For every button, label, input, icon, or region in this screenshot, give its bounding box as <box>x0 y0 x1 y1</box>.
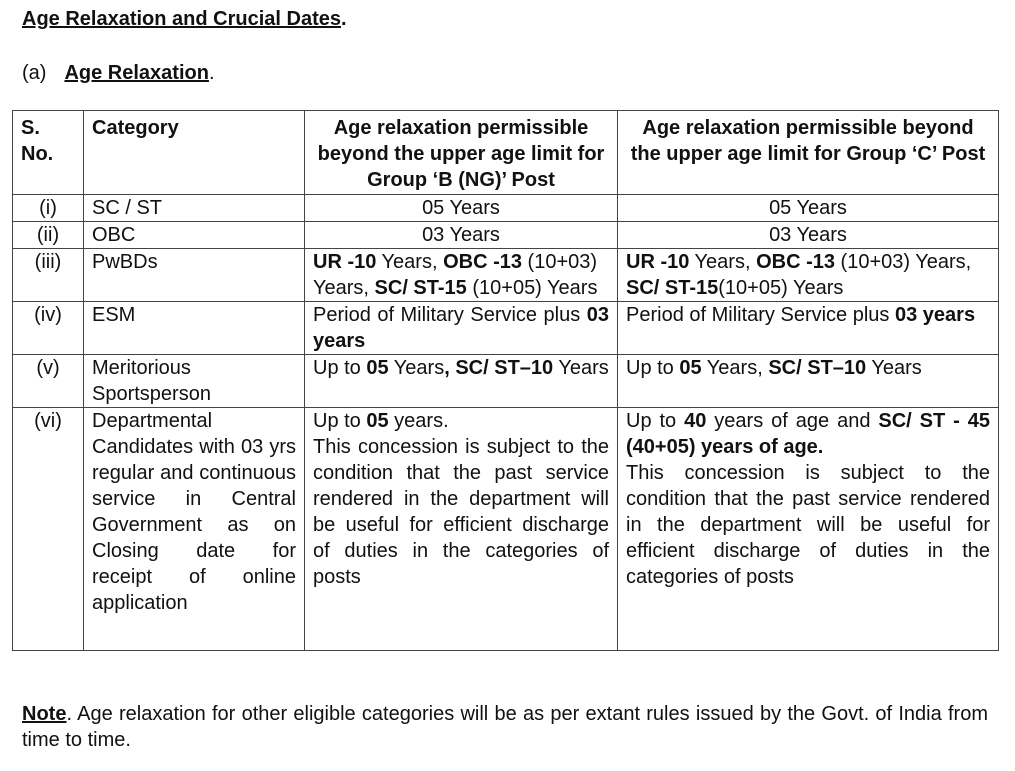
page-heading <box>22 6 347 32</box>
row-category: Meritorious Sportsperson <box>84 355 305 408</box>
text-run: UR -10 <box>313 251 377 273</box>
table-row <box>13 355 999 408</box>
row-groupb <box>305 302 618 355</box>
row-sno: (i) <box>13 195 84 222</box>
note-label: Note <box>22 703 67 725</box>
text-run: (10+03) Years, <box>834 251 972 273</box>
row-groupb: 05 Years <box>305 195 618 222</box>
row-groupc: 05 Years <box>618 195 999 222</box>
text-run: UR -10 <box>626 251 690 273</box>
text-run: This concession is subject to the condition that the past service rendered in the department will be useful for efficient discharge of duties in the categories of posts <box>313 436 609 588</box>
text-run: Up to <box>626 357 680 379</box>
age-relaxation-table <box>12 110 999 651</box>
table-row <box>13 249 999 302</box>
row-sno: (iii) <box>13 249 84 302</box>
section-heading <box>22 60 215 86</box>
table-header-row <box>13 111 999 195</box>
section-index: (a) <box>22 62 47 84</box>
row-sno: (vi) <box>13 408 84 651</box>
text-run: Years <box>553 357 609 379</box>
text-run: 05 <box>679 357 702 379</box>
page-heading-tail: . <box>340 8 347 30</box>
text-run: years of age and <box>706 410 879 432</box>
header-groupb: Age relaxation permissible beyond the upper age limit for Group ‘B (NG)’ Post <box>305 111 618 195</box>
note-text: . Age relaxation for other eligible categories will be as per extant rules issued by the Govt. of India from time to time. <box>22 703 988 751</box>
row-groupb <box>305 249 618 302</box>
table-row <box>13 222 999 249</box>
text-run: 40 <box>684 410 707 432</box>
row-groupc: 03 Years <box>618 222 999 249</box>
text-run: SC/ ST-15 <box>626 277 719 299</box>
text-run: This concession is subject to the condition that the past service rendered in the department will be useful for efficient discharge of duties in the categories of posts <box>626 462 990 588</box>
row-groupc <box>618 355 999 408</box>
header-groupc: Age relaxation permissible beyond the upper age limit for Group ‘C’ Post <box>618 111 999 195</box>
table-row <box>13 195 999 222</box>
text-run: (10+05) Years <box>466 277 598 299</box>
text-run: 03 years <box>894 304 976 326</box>
note-paragraph <box>22 701 988 753</box>
text-run: Years, <box>689 251 757 273</box>
text-run: , SC/ ST–10 <box>444 357 554 379</box>
row-sno: (iv) <box>13 302 84 355</box>
text-run: Period of Military Service plus <box>313 304 587 326</box>
row-category: Departmental Candidates with 03 yrs regular and continuous service in Central Government as on Closing date for receipt of online application <box>84 408 305 651</box>
header-sno-line2: No. <box>21 143 54 165</box>
text-run: Period of Military Service plus <box>626 304 895 326</box>
row-groupc <box>618 302 999 355</box>
text-run: Years, <box>701 357 769 379</box>
text-run: 03 years <box>313 304 609 352</box>
row-category: SC / ST <box>84 195 305 222</box>
text-run: (10+05) Years <box>718 277 844 299</box>
table-row <box>13 408 999 651</box>
row-category: ESM <box>84 302 305 355</box>
row-groupc <box>618 249 999 302</box>
text-run: years. <box>388 410 449 432</box>
text-run: 05 <box>366 357 389 379</box>
text-run: SC/ ST–10 <box>768 357 867 379</box>
row-category: OBC <box>84 222 305 249</box>
header-category: Category <box>84 111 305 195</box>
header-sno-line1: S. <box>21 117 40 139</box>
row-groupc <box>618 408 999 651</box>
text-run: SC/ ST - 45 (40+05) years of age. <box>626 410 991 458</box>
text-run: (10+03) Years, <box>313 251 598 299</box>
row-groupb <box>305 408 618 651</box>
text-run: Years <box>388 357 445 379</box>
row-groupb <box>305 355 618 408</box>
section-label: Age Relaxation <box>64 62 209 84</box>
row-groupb: 03 Years <box>305 222 618 249</box>
row-category: PwBDs <box>84 249 305 302</box>
text-run: SC/ ST-15 <box>374 277 467 299</box>
section-tail: . <box>208 62 215 84</box>
row-sno: (ii) <box>13 222 84 249</box>
text-run: OBC -13 <box>443 251 522 273</box>
text-run: OBC -13 <box>756 251 835 273</box>
page-heading-text: Age Relaxation and Crucial Dates <box>22 8 341 30</box>
table-row <box>13 302 999 355</box>
text-run: 05 <box>366 410 389 432</box>
row-sno: (v) <box>13 355 84 408</box>
text-run: Up to <box>313 410 367 432</box>
text-run: Years, <box>376 251 444 273</box>
text-run: Up to <box>313 357 367 379</box>
text-run: Up to <box>626 410 685 432</box>
header-sno <box>13 111 84 195</box>
text-run: Years <box>866 357 922 379</box>
